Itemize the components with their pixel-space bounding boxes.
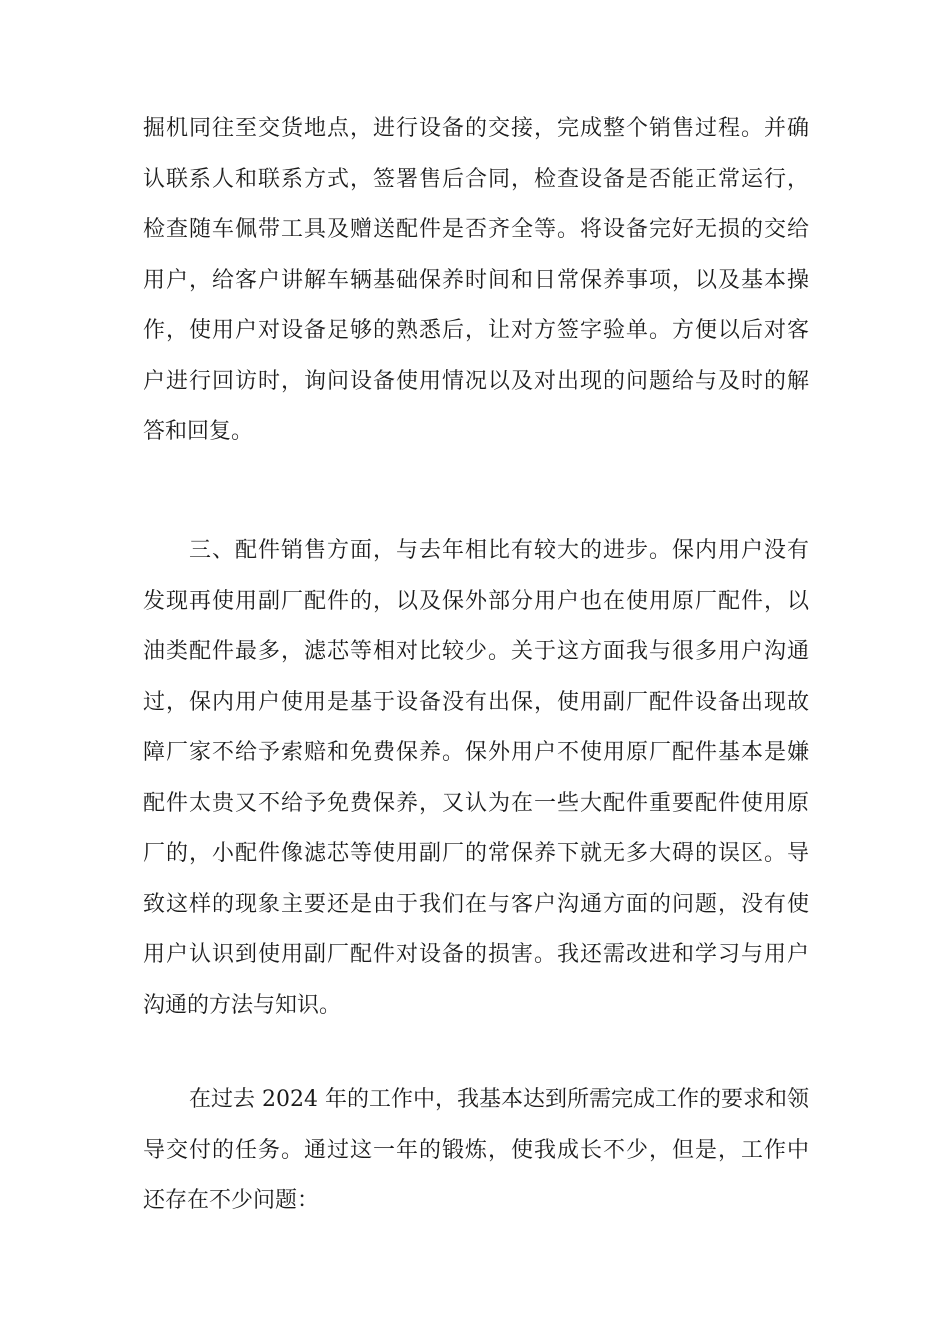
text-line: 户进行回访时，询问设备使用情况以及对出现的问题给与及时的解 (143, 368, 809, 394)
text-line: 厂的，小配件像滤芯等使用副厂的常保养下就无多大碍的误区。导 (143, 841, 809, 866)
text-line: 还存在不少问题： (143, 1188, 320, 1213)
text-line: 认联系人和联系方式，签署售后合同，检查设备是否能正常运行， (143, 166, 809, 192)
text-line: 掘机同往至交货地点，进行设备的交接，完成整个销售过程。并确 (143, 116, 809, 141)
text-line: 障厂家不给予索赔和免费保养。保外用户不使用原厂配件基本是嫌 (143, 740, 809, 765)
text-line: 作，使用户对设备足够的熟悉后，让对方签字验单。方便以后对客 (143, 318, 809, 343)
text-line: 用户，给客户讲解车辆基础保养时间和日常保养事项，以及基本操 (143, 267, 809, 293)
text-line: 在过去 2024 年的工作中，我基本达到所需完成工作的要求和领 (189, 1087, 809, 1112)
text-line: 沟通的方法与知识。 (143, 992, 342, 1018)
text-line: 发现再使用副厂配件的，以及保外部分用户也在使用原厂配件，以 (143, 588, 809, 614)
text-line: 答和回复。 (143, 419, 254, 444)
paragraph-parts-sales (143, 526, 809, 1031)
paragraph-year-summary (143, 1075, 809, 1227)
text-line: 三、配件销售方面，与去年相比有较大的进步。保内用户没有 (189, 538, 809, 563)
text-line: 致这样的现象主要还是由于我们在与客户沟通方面的问题，没有使 (143, 891, 809, 917)
text-line: 用户认识到使用副厂配件对设备的损害。我还需改进和学习与用户 (143, 942, 809, 967)
text-line: 导交付的任务。通过这一年的锻炼，使我成长不少，但是，工作中 (143, 1137, 809, 1163)
text-line: 油类配件最多，滤芯等相对比较少。关于这方面我与很多用户沟通 (143, 639, 809, 664)
paragraph-delivery (143, 104, 809, 458)
text-line: 配件太贵又不给予免费保养，又认为在一些大配件重要配件使用原 (143, 790, 809, 816)
text-line: 检查随车佩带工具及赠送配件是否齐全等。将设备完好无损的交给 (143, 217, 809, 242)
text-line: 过，保内用户使用是基于设备没有出保，使用副厂配件设备出现故 (143, 689, 809, 715)
